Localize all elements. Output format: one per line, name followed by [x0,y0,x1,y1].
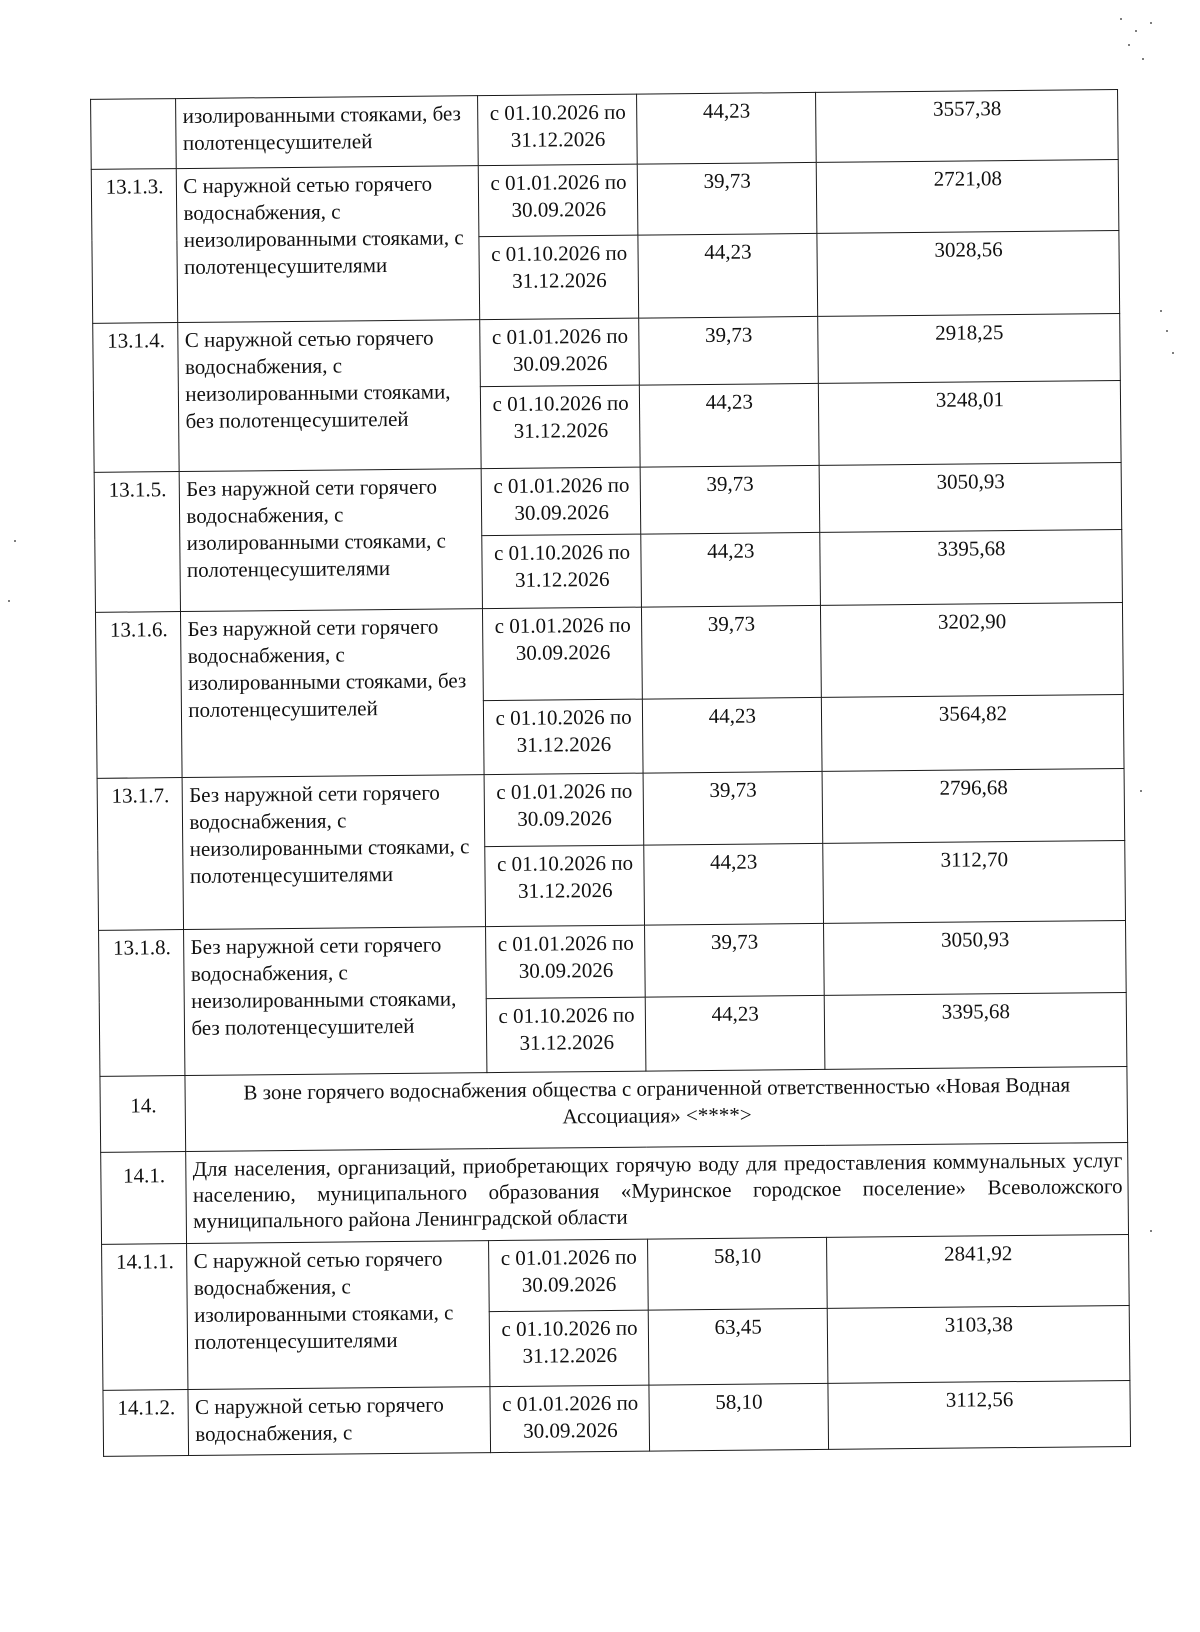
table-row [93,314,1121,391]
period-cell: с 01.01.2026 по 30.09.2026 [480,318,639,387]
rate-cell: 39,73 [637,162,817,235]
period-cell: с 01.01.2026 по 30.09.2026 [490,1385,649,1453]
row-number: 13.1.7. [97,778,184,931]
tariff-cell: 2918,25 [818,314,1121,384]
table-row [97,769,1125,851]
rate-cell: 44,23 [642,697,822,773]
tariff-cell: 2841,92 [826,1234,1129,1308]
section-heading: В зоне горячего водоснабжения общества с ограниченной ответственностью «Новая Водная Ассоциация» <****> [185,1066,1127,1151]
tariff-cell: 3395,68 [824,992,1127,1069]
table-row [91,160,1119,241]
row-number: 13.1.6. [95,612,182,779]
period-cell: с 01.10.2026 по 31.12.2026 [481,385,640,469]
section-row [101,1142,1129,1244]
tariff-cell: 3112,56 [828,1380,1131,1449]
row-description: Без наружной сети горячего водоснабжения, с изолированными стояками, без полотенцесушителей [181,609,485,778]
period-cell: с 01.01.2026 по 30.09.2026 [482,467,641,536]
rate-cell: 44,23 [638,233,818,318]
rate-cell: 63,45 [648,1308,828,1385]
tariff-cell: 3112,70 [823,840,1126,923]
row-description: Без наружной сети горячего водоснабжения, с неизолированными стояками, без полотенцесушителей [184,927,487,1076]
rate-cell: 39,73 [638,316,818,385]
period-cell: с 01.01.2026 по 30.09.2026 [486,925,645,999]
rate-cell: 58,10 [649,1383,829,1451]
period-cell: с 01.10.2026 по 31.12.2026 [485,845,644,927]
rate-cell: 58,10 [647,1237,827,1310]
row-description: С наружной сетью горячего водоснабжения, с изолированными стояками, с полотенцесушителями [187,1241,490,1390]
subsection-heading: Для населения, организаций, приобретающих горячую воду для предоставления коммунальных услуг населению, муниципального образования «Муринское городское поселение» Всеволожского муниципального района Ленинградской области [186,1142,1128,1243]
rate-cell: 39,73 [644,923,824,997]
tariff-cell: 3564,82 [821,695,1124,772]
row-number: 13.1.4. [93,323,180,473]
period-cell: с 01.10.2026 по 31.12.2026 [487,997,646,1073]
period-cell: с 01.01.2026 по 30.09.2026 [489,1239,648,1312]
rate-cell: 44,23 [645,995,825,1071]
table-row [95,603,1123,705]
period-cell: с 01.01.2026 по 30.09.2026 [479,164,638,237]
rate-cell: 39,73 [643,771,823,845]
rate-cell: 44,23 [639,383,819,467]
period-cell: с 01.10.2026 по 31.12.2026 [484,699,643,775]
row-description: С наружной сетью горячего водоснабжения, с неизолированными стояками, без полотенцесушителей [178,320,481,472]
period-cell: с 01.10.2026 по 31.12.2026 [482,534,641,609]
tariff-table [90,89,1131,1457]
tariff-cell: 3395,68 [820,530,1123,606]
rate-cell: 44,23 [641,532,821,607]
row-number: 14.1.2. [103,1390,189,1457]
table-row-continued [91,90,1119,170]
period-cell: с 01.01.2026 по 30.09.2026 [483,607,642,701]
row-description: Без наружной сети горячего водоснабжения, с неизолированными стояками, с полотенцесушителями [182,775,485,930]
row-description: С наружной сетью горячего водоснабжения, с [188,1387,491,1456]
row-number: 13.1.5. [94,472,181,613]
period-cell: с 01.10.2026 по 31.12.2026 [479,235,638,320]
tariff-cell: 3050,93 [819,463,1122,533]
row-number: 13.1.3. [91,169,178,324]
period-cell: с 01.01.2026 по 30.09.2026 [485,773,644,847]
table-row [94,463,1122,540]
section-row [100,1066,1128,1152]
row-number: 14.1.1. [102,1244,189,1391]
rate-cell: 44,23 [636,92,816,164]
table-row [102,1234,1130,1315]
period-cell: с 01.10.2026 по 31.12.2026 [490,1310,649,1387]
tariff-cell: 2796,68 [822,769,1125,844]
row-description: Без наружной сети горячего водоснабжения, с изолированными стояками, с полотенцесушителями [180,469,483,612]
table-row [103,1380,1131,1456]
period-cell: с 01.10.2026 по 31.12.2026 [478,94,637,166]
tariff-cell: 3557,38 [815,90,1118,163]
row-number: 13.1.8. [99,930,186,1077]
table-row [99,920,1127,1002]
row-description: изолированными стояками, без полотенцесушителей [176,96,479,169]
tariff-cell: 3202,90 [820,603,1123,698]
tariff-cell: 2721,08 [816,160,1119,234]
tariff-cell: 3248,01 [818,381,1121,466]
row-number [91,99,177,170]
rate-cell: 39,73 [640,465,820,534]
subsection-number: 14.1. [101,1152,187,1245]
section-number: 14. [100,1076,186,1153]
rate-cell: 39,73 [641,605,821,699]
tariff-cell: 3050,93 [823,920,1126,995]
tariff-cell: 3028,56 [817,231,1120,317]
row-description: С наружной сетью горячего водоснабжения, с неизолированными стояками, с полотенцесушителями [177,166,481,323]
tariff-cell: 3103,38 [827,1305,1130,1383]
rate-cell: 44,23 [644,843,824,925]
